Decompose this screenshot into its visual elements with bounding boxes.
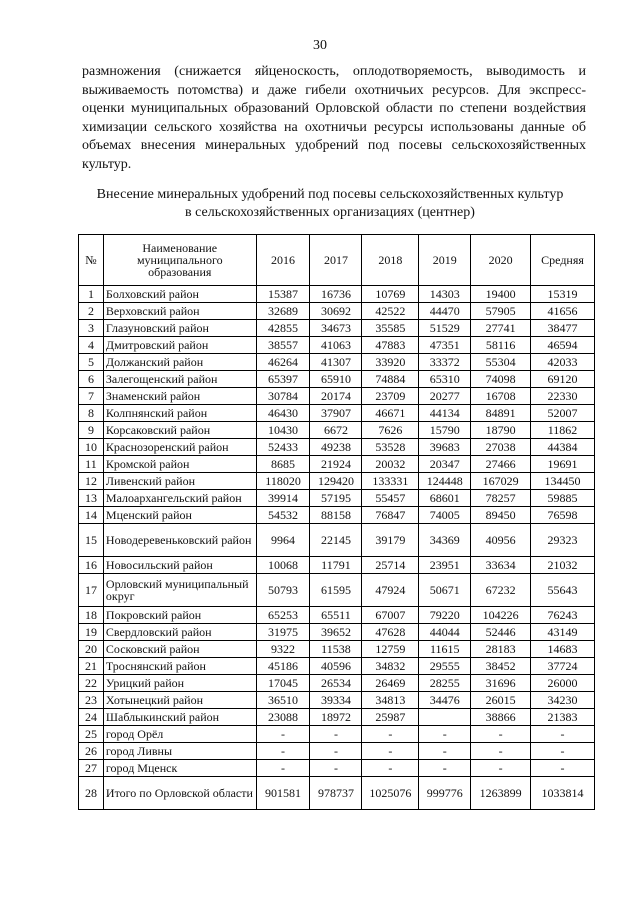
- cell-municipality: Ливенский район: [103, 473, 256, 490]
- cell-number: 20: [79, 641, 104, 658]
- cell-2016: 32689: [256, 303, 310, 320]
- cell-2016: 46264: [256, 354, 310, 371]
- cell-2019: 20277: [419, 388, 471, 405]
- cell-2019: 44134: [419, 405, 471, 422]
- cell-2018: 1025076: [362, 777, 419, 810]
- cell-2017: 21924: [310, 456, 362, 473]
- cell-2017: 41307: [310, 354, 362, 371]
- cell-average: 19691: [531, 456, 595, 473]
- cell-average: -: [531, 726, 595, 743]
- cell-2016: 8685: [256, 456, 310, 473]
- cell-2017: 39652: [310, 624, 362, 641]
- cell-2017: 26534: [310, 675, 362, 692]
- cell-2016: 54532: [256, 507, 310, 524]
- table-row: [79, 456, 595, 473]
- header-average: Средняя: [531, 235, 595, 286]
- cell-2017: 20174: [310, 388, 362, 405]
- cell-number: 23: [79, 692, 104, 709]
- cell-2018: -: [362, 726, 419, 743]
- table-title: [60, 186, 600, 222]
- cell-2017: 16736: [310, 286, 362, 303]
- cell-municipality: Хотынецкий район: [103, 692, 256, 709]
- cell-2018: 55457: [362, 490, 419, 507]
- cell-2020: 67232: [471, 574, 531, 607]
- cell-municipality: Колпнянский район: [103, 405, 256, 422]
- cell-2019: 39683: [419, 439, 471, 456]
- cell-number: 16: [79, 557, 104, 574]
- cell-2016: 65397: [256, 371, 310, 388]
- cell-municipality: Новодеревеньковский район: [103, 524, 256, 557]
- cell-average: 21032: [531, 557, 595, 574]
- cell-number: 5: [79, 354, 104, 371]
- cell-2016: -: [256, 760, 310, 777]
- cell-municipality: Итого по Орловской области: [103, 777, 256, 810]
- cell-2017: 88158: [310, 507, 362, 524]
- table-row: [79, 422, 595, 439]
- cell-2016: 50793: [256, 574, 310, 607]
- cell-average: 76598: [531, 507, 595, 524]
- cell-2020: 38866: [471, 709, 531, 726]
- cell-average: 46594: [531, 337, 595, 354]
- cell-2020: 28183: [471, 641, 531, 658]
- table-row: [79, 371, 595, 388]
- cell-municipality: Краснозоренский район: [103, 439, 256, 456]
- cell-number: 12: [79, 473, 104, 490]
- table-row: [79, 658, 595, 675]
- cell-2019: 44470: [419, 303, 471, 320]
- cell-average: 76243: [531, 607, 595, 624]
- cell-2018: 76847: [362, 507, 419, 524]
- cell-2019: 999776: [419, 777, 471, 810]
- cell-2020: 58116: [471, 337, 531, 354]
- table-row: [79, 624, 595, 641]
- cell-2018: 47924: [362, 574, 419, 607]
- cell-average: 1033814: [531, 777, 595, 810]
- cell-2020: 27466: [471, 456, 531, 473]
- cell-2018: 33920: [362, 354, 419, 371]
- cell-2018: 25714: [362, 557, 419, 574]
- cell-number: 2: [79, 303, 104, 320]
- cell-municipality: Сосковский район: [103, 641, 256, 658]
- cell-2020: 38452: [471, 658, 531, 675]
- cell-number: 19: [79, 624, 104, 641]
- fertilizer-table: [78, 234, 595, 810]
- cell-2019: 50671: [419, 574, 471, 607]
- cell-average: 55643: [531, 574, 595, 607]
- table-title-line-2: в сельскохозяйственных организациях (центнер): [185, 205, 475, 220]
- cell-2017: 65910: [310, 371, 362, 388]
- cell-average: 14683: [531, 641, 595, 658]
- header-2016: 2016: [256, 235, 310, 286]
- cell-2019: 68601: [419, 490, 471, 507]
- cell-municipality: Кромской район: [103, 456, 256, 473]
- cell-2018: 42522: [362, 303, 419, 320]
- table-row: [79, 709, 595, 726]
- cell-2018: 74884: [362, 371, 419, 388]
- intro-paragraph: размножения (снижается яйценоскость, оплодотворяемость, выводимость и выживаемость потомства) и даже гибели охотничьих ресурсов. Для экспресс-оценки муниципальных образований Орловской области по степени воздействия химизации сельского хозяйства на охотничьи ресурсы использованы данные об объемах внесения минеральных удобрений под посевы сельскохозяйственных культур.: [82, 64, 586, 172]
- cell-municipality: Корсаковский район: [103, 422, 256, 439]
- cell-number: 18: [79, 607, 104, 624]
- cell-2016: 9964: [256, 524, 310, 557]
- cell-2018: 39179: [362, 524, 419, 557]
- cell-2019: 23951: [419, 557, 471, 574]
- cell-municipality: Болховский район: [103, 286, 256, 303]
- cell-2019: 65310: [419, 371, 471, 388]
- cell-2019: 14303: [419, 286, 471, 303]
- table-row: [79, 303, 595, 320]
- cell-2016: -: [256, 726, 310, 743]
- cell-2017: -: [310, 743, 362, 760]
- cell-municipality: Знаменский район: [103, 388, 256, 405]
- cell-2017: 34673: [310, 320, 362, 337]
- cell-2016: 39914: [256, 490, 310, 507]
- table-row: [79, 743, 595, 760]
- cell-2018: 47883: [362, 337, 419, 354]
- cell-2020: 84891: [471, 405, 531, 422]
- cell-2020: 52446: [471, 624, 531, 641]
- cell-2019: 47351: [419, 337, 471, 354]
- cell-2020: 18790: [471, 422, 531, 439]
- cell-2020: 27038: [471, 439, 531, 456]
- cell-municipality: Свердловский район: [103, 624, 256, 641]
- cell-2018: 12759: [362, 641, 419, 658]
- table-header-row: [79, 235, 595, 286]
- cell-number: 26: [79, 743, 104, 760]
- header-2020: 2020: [471, 235, 531, 286]
- cell-average: 52007: [531, 405, 595, 422]
- cell-average: 26000: [531, 675, 595, 692]
- table-row: [79, 524, 595, 557]
- cell-2020: 74098: [471, 371, 531, 388]
- cell-2017: 65511: [310, 607, 362, 624]
- cell-municipality: Покровский район: [103, 607, 256, 624]
- table-row: [79, 726, 595, 743]
- table-row: [79, 675, 595, 692]
- cell-municipality: Дмитровский район: [103, 337, 256, 354]
- cell-2016: 118020: [256, 473, 310, 490]
- header-2017: 2017: [310, 235, 362, 286]
- cell-2018: 34813: [362, 692, 419, 709]
- cell-2016: 23088: [256, 709, 310, 726]
- cell-2016: 46430: [256, 405, 310, 422]
- cell-2020: 167029: [471, 473, 531, 490]
- cell-2020: 78257: [471, 490, 531, 507]
- cell-2016: 45186: [256, 658, 310, 675]
- cell-2019: 74005: [419, 507, 471, 524]
- cell-2016: 30784: [256, 388, 310, 405]
- cell-2020: -: [471, 726, 531, 743]
- cell-municipality: Мценский район: [103, 507, 256, 524]
- cell-average: 11862: [531, 422, 595, 439]
- cell-2018: 133331: [362, 473, 419, 490]
- cell-number: 27: [79, 760, 104, 777]
- cell-average: 29323: [531, 524, 595, 557]
- cell-number: 11: [79, 456, 104, 473]
- table-title-line-1: Внесение минеральных удобрений под посевы сельскохозяйственных культур: [96, 187, 564, 202]
- cell-municipality: Шаблыкинский район: [103, 709, 256, 726]
- cell-2020: 57905: [471, 303, 531, 320]
- cell-municipality: город Орёл: [103, 726, 256, 743]
- cell-2017: 30692: [310, 303, 362, 320]
- cell-2020: 104226: [471, 607, 531, 624]
- cell-2016: 9322: [256, 641, 310, 658]
- cell-2020: 27741: [471, 320, 531, 337]
- header-2018: 2018: [362, 235, 419, 286]
- cell-2017: 61595: [310, 574, 362, 607]
- cell-number: 25: [79, 726, 104, 743]
- cell-2018: 34832: [362, 658, 419, 675]
- table-body: [79, 286, 595, 810]
- cell-average: -: [531, 760, 595, 777]
- cell-2018: 7626: [362, 422, 419, 439]
- table-row: [79, 354, 595, 371]
- cell-average: 42033: [531, 354, 595, 371]
- table-row: [79, 388, 595, 405]
- cell-number: 24: [79, 709, 104, 726]
- table-row: [79, 641, 595, 658]
- cell-2019: 28255: [419, 675, 471, 692]
- table-row: [79, 320, 595, 337]
- cell-2019: 44044: [419, 624, 471, 641]
- cell-number: 28: [79, 777, 104, 810]
- cell-2017: 11538: [310, 641, 362, 658]
- cell-2019: -: [419, 726, 471, 743]
- header-2019: 2019: [419, 235, 471, 286]
- cell-2020: -: [471, 743, 531, 760]
- cell-2017: -: [310, 726, 362, 743]
- cell-2016: 42855: [256, 320, 310, 337]
- cell-2016: 10430: [256, 422, 310, 439]
- cell-2017: 39334: [310, 692, 362, 709]
- cell-2018: 25987: [362, 709, 419, 726]
- cell-2018: -: [362, 743, 419, 760]
- table-row: [79, 692, 595, 709]
- cell-2020: 19400: [471, 286, 531, 303]
- cell-2017: 41063: [310, 337, 362, 354]
- cell-2019: 34476: [419, 692, 471, 709]
- cell-average: 37724: [531, 658, 595, 675]
- cell-2019: 11615: [419, 641, 471, 658]
- cell-average: 22330: [531, 388, 595, 405]
- cell-average: 44384: [531, 439, 595, 456]
- cell-municipality: Должанский район: [103, 354, 256, 371]
- cell-2017: 22145: [310, 524, 362, 557]
- cell-average: 59885: [531, 490, 595, 507]
- table-row: [79, 473, 595, 490]
- cell-2018: 23709: [362, 388, 419, 405]
- cell-municipality: Урицкий район: [103, 675, 256, 692]
- cell-average: 21383: [531, 709, 595, 726]
- cell-2019: 15790: [419, 422, 471, 439]
- table-row: [79, 286, 595, 303]
- cell-2019: 124448: [419, 473, 471, 490]
- cell-2016: 15387: [256, 286, 310, 303]
- table-row: [79, 574, 595, 607]
- table-row: [79, 337, 595, 354]
- cell-number: 4: [79, 337, 104, 354]
- cell-2020: 89450: [471, 507, 531, 524]
- cell-2016: 10068: [256, 557, 310, 574]
- cell-2016: 36510: [256, 692, 310, 709]
- cell-2017: 40596: [310, 658, 362, 675]
- cell-2016: 38557: [256, 337, 310, 354]
- cell-average: 43149: [531, 624, 595, 641]
- cell-municipality: Малоархангельский район: [103, 490, 256, 507]
- cell-2017: -: [310, 760, 362, 777]
- cell-municipality: Глазуновский район: [103, 320, 256, 337]
- cell-number: 15: [79, 524, 104, 557]
- cell-2017: 978737: [310, 777, 362, 810]
- table-row: [79, 507, 595, 524]
- table-row: [79, 439, 595, 456]
- cell-2020: 55304: [471, 354, 531, 371]
- cell-number: 10: [79, 439, 104, 456]
- cell-2017: 129420: [310, 473, 362, 490]
- cell-2018: 10769: [362, 286, 419, 303]
- cell-average: 69120: [531, 371, 595, 388]
- cell-municipality: Орловский муниципальный округ: [103, 574, 256, 607]
- cell-2020: -: [471, 760, 531, 777]
- cell-number: 1: [79, 286, 104, 303]
- cell-number: 13: [79, 490, 104, 507]
- table-row: [79, 490, 595, 507]
- cell-number: 14: [79, 507, 104, 524]
- cell-municipality: Залегощенский район: [103, 371, 256, 388]
- cell-municipality: город Ливны: [103, 743, 256, 760]
- cell-2019: -: [419, 760, 471, 777]
- cell-2018: 20032: [362, 456, 419, 473]
- cell-2016: 901581: [256, 777, 310, 810]
- cell-2020: 1263899: [471, 777, 531, 810]
- cell-2018: 47628: [362, 624, 419, 641]
- cell-2018: -: [362, 760, 419, 777]
- cell-average: 134450: [531, 473, 595, 490]
- cell-number: 21: [79, 658, 104, 675]
- cell-2019: 33372: [419, 354, 471, 371]
- table-row: [79, 760, 595, 777]
- cell-average: 34230: [531, 692, 595, 709]
- cell-2016: 52433: [256, 439, 310, 456]
- table-row: [79, 405, 595, 422]
- cell-number: 7: [79, 388, 104, 405]
- cell-number: 9: [79, 422, 104, 439]
- cell-number: 8: [79, 405, 104, 422]
- cell-2018: 67007: [362, 607, 419, 624]
- cell-average: 15319: [531, 286, 595, 303]
- cell-2020: 31696: [471, 675, 531, 692]
- table-row: [79, 557, 595, 574]
- cell-2019: 51529: [419, 320, 471, 337]
- cell-2019: -: [419, 743, 471, 760]
- cell-2018: 35585: [362, 320, 419, 337]
- header-municipality: Наименование муниципального образования: [103, 235, 256, 286]
- cell-2017: 37907: [310, 405, 362, 422]
- cell-municipality: Верховский район: [103, 303, 256, 320]
- cell-2016: -: [256, 743, 310, 760]
- cell-2017: 18972: [310, 709, 362, 726]
- cell-2018: 26469: [362, 675, 419, 692]
- cell-average: 41656: [531, 303, 595, 320]
- cell-2017: 57195: [310, 490, 362, 507]
- table-row: [79, 607, 595, 624]
- cell-2017: 49238: [310, 439, 362, 456]
- cell-municipality: город Мценск: [103, 760, 256, 777]
- page-number: 30: [313, 38, 327, 53]
- cell-2020: 33634: [471, 557, 531, 574]
- cell-number: 22: [79, 675, 104, 692]
- cell-municipality: Троснянский район: [103, 658, 256, 675]
- cell-municipality: Новосильский район: [103, 557, 256, 574]
- cell-2020: 16708: [471, 388, 531, 405]
- cell-2018: 53528: [362, 439, 419, 456]
- cell-2019: [419, 709, 471, 726]
- cell-2017: 6672: [310, 422, 362, 439]
- cell-number: 3: [79, 320, 104, 337]
- cell-2019: 29555: [419, 658, 471, 675]
- cell-number: 6: [79, 371, 104, 388]
- cell-average: -: [531, 743, 595, 760]
- cell-2019: 79220: [419, 607, 471, 624]
- table-row: [79, 777, 595, 810]
- cell-number: 17: [79, 574, 104, 607]
- cell-2016: 65253: [256, 607, 310, 624]
- cell-2019: 34369: [419, 524, 471, 557]
- cell-2018: 46671: [362, 405, 419, 422]
- cell-average: 38477: [531, 320, 595, 337]
- header-number: №: [79, 235, 104, 286]
- cell-2020: 26015: [471, 692, 531, 709]
- cell-2019: 20347: [419, 456, 471, 473]
- cell-2020: 40956: [471, 524, 531, 557]
- cell-2016: 17045: [256, 675, 310, 692]
- cell-2017: 11791: [310, 557, 362, 574]
- cell-2016: 31975: [256, 624, 310, 641]
